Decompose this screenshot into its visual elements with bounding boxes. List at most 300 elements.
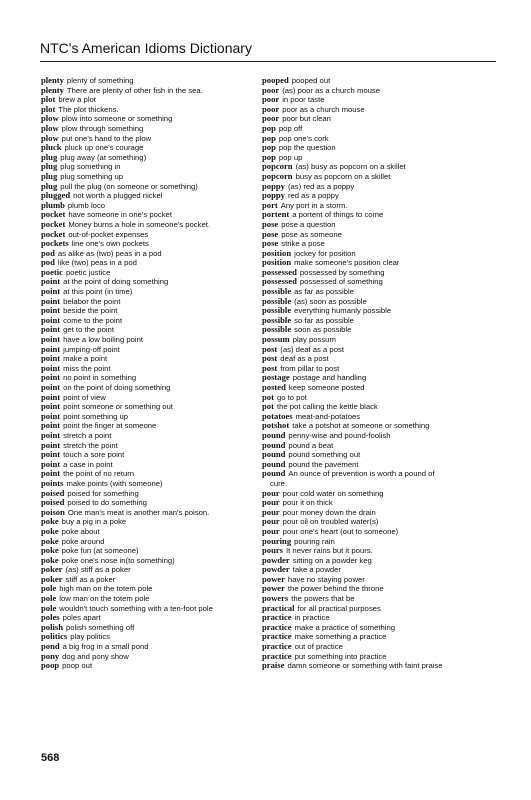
dictionary-entry: [41, 95, 269, 105]
dictionary-entry: [41, 287, 269, 297]
entry-phrase: the power behind the throne: [287, 584, 384, 594]
dictionary-entry: [41, 373, 269, 383]
entry-phrase: An ounce of prevention is worth a pound of: [288, 469, 435, 479]
dictionary-entry: [262, 498, 498, 508]
entry-phrase: (as) red as a poppy: [287, 181, 355, 191]
dictionary-entry: [262, 345, 498, 355]
entry-headword: point: [41, 353, 61, 364]
entry-phrase: in poor taste: [282, 95, 325, 105]
entry-phrase: stretch a point: [63, 430, 112, 440]
entry-phrase: point of view: [63, 392, 106, 402]
dictionary-entry: [41, 508, 269, 518]
entry-headword: pour: [262, 525, 280, 536]
entry-phrase: Any port in a storm.: [280, 200, 348, 210]
entry-headword: poor: [262, 84, 280, 95]
entry-headword: poetic: [41, 266, 63, 277]
entry-phrase: pooped out: [291, 76, 331, 85]
entry-headword: practice: [262, 641, 292, 652]
entry-phrase: a big frog in a small pond: [62, 642, 149, 652]
dictionary-entry: [262, 153, 498, 163]
entry-phrase: pose as someone: [281, 229, 342, 239]
entry-headword: point: [41, 449, 61, 460]
dictionary-entry: [41, 325, 269, 335]
dictionary-entry: [41, 201, 269, 211]
dictionary-entry: [262, 546, 498, 556]
entry-phrase: red as a poppy: [287, 191, 339, 201]
entry-headword: pose: [262, 238, 279, 249]
entry-phrase: dog and pony show: [62, 651, 129, 661]
dictionary-entry: [41, 584, 269, 594]
entry-headword: practice: [262, 621, 292, 632]
entry-headword: powder: [262, 564, 290, 575]
entry-headword: pound: [262, 449, 286, 460]
entry-headword: potshot: [262, 420, 290, 431]
entry-phrase: poke around: [61, 536, 105, 546]
entry-phrase: busy as popcorn on a skillet: [295, 171, 391, 181]
entry-phrase: have no staying power: [287, 574, 365, 584]
entry-headword: pooped: [262, 75, 289, 85]
dictionary-entry: [41, 239, 269, 249]
dictionary-entry: [262, 354, 498, 364]
dictionary-entry: [41, 86, 269, 96]
dictionary-entry: [41, 565, 269, 575]
dictionary-entry: [41, 182, 269, 192]
entry-headword: poke: [41, 535, 59, 546]
entry-headword: pour: [262, 487, 280, 498]
dictionary-entry: [262, 105, 498, 115]
entry-phrase: poetic justice: [65, 267, 111, 277]
entry-phrase: have a low boiling point: [63, 335, 144, 345]
entry-headword: pole: [41, 602, 57, 613]
entry-headword: poor: [262, 103, 280, 114]
entry-phrase: poor but clean: [282, 114, 331, 124]
entry-phrase: One man's meat is another man's poison.: [67, 507, 210, 517]
entry-headword: portent: [262, 209, 290, 220]
dictionary-entry: [262, 249, 498, 259]
dictionary-entry: [262, 604, 498, 614]
entry-headword: point: [41, 458, 61, 469]
entry-headword: polish: [41, 621, 63, 632]
entry-headword: position: [262, 257, 292, 268]
entry-phrase: the powers that be: [291, 594, 355, 604]
entry-phrase: stretch the point: [63, 440, 118, 450]
entry-phrase: soon as possible: [294, 325, 352, 335]
entry-phrase: high man on the totem pole: [59, 584, 153, 594]
entry-phrase: brew a plot: [58, 95, 96, 105]
dictionary-entry: [41, 479, 269, 489]
dictionary-entry: [41, 441, 269, 451]
entry-headword: practical: [262, 602, 295, 613]
dictionary-entry: [262, 613, 498, 623]
entry-phrase: damn someone or something with faint praise: [287, 661, 443, 671]
entry-phrase: possessed by something: [299, 267, 385, 277]
entry-headword: poke: [41, 545, 59, 556]
dictionary-entry: [41, 393, 269, 403]
entry-phrase: point something up: [63, 411, 129, 421]
entry-headword: point: [41, 372, 61, 383]
entry-phrase: plenty of something: [66, 76, 134, 85]
entry-phrase: a portent of things to come: [292, 210, 384, 220]
entry-headword: pour: [262, 506, 280, 517]
entry-headword: possible: [262, 295, 292, 306]
entry-phrase: (as) deaf as a post: [280, 344, 344, 354]
entry-phrase: postage and handling: [292, 373, 367, 383]
entry-headword: plug: [41, 161, 58, 172]
entry-headword: pop: [262, 142, 276, 153]
entry-phrase: (as) stiff as a poker: [65, 565, 131, 575]
entry-phrase: have someone in one's pocket: [68, 210, 172, 220]
entry-phrase: pop off: [278, 123, 303, 133]
dictionary-entry: [262, 450, 498, 460]
entry-phrase: line one's own pockets: [71, 239, 149, 249]
entry-phrase: jumping-off point: [63, 344, 120, 354]
entry-headword: possessed: [262, 266, 297, 277]
dictionary-entry: [262, 287, 498, 297]
dictionary-entry: [41, 249, 269, 259]
entry-phrase: plumb loco: [67, 200, 106, 210]
entry-phrase: at the point of doing something: [63, 277, 169, 287]
entry-phrase: sitting on a powder keg: [292, 555, 372, 565]
entry-phrase: pop one's cork: [278, 133, 329, 143]
entry-phrase: deaf as a post: [280, 354, 329, 364]
dictionary-entry: [262, 373, 498, 383]
entry-headword: plow: [41, 122, 59, 133]
entry-phrase: poke about: [61, 526, 100, 536]
entry-headword: point: [41, 382, 61, 392]
entry-phrase: pop up: [278, 152, 303, 162]
dictionary-entry: [262, 623, 498, 633]
entry-headword: pond: [41, 641, 60, 652]
dictionary-entry: [262, 508, 498, 518]
dictionary-entry: [41, 642, 269, 652]
entry-phrase: (as) poor as a church mouse: [282, 85, 381, 95]
entry-phrase: not worth a plugged nickel: [73, 191, 163, 201]
page-header-title: NTC's American Idioms Dictionary: [40, 40, 252, 56]
dictionary-entry: [262, 230, 498, 240]
entry-headword: practice: [262, 650, 292, 661]
dictionary-entry: [41, 306, 269, 316]
dictionary-entry: [262, 239, 498, 249]
dictionary-entry: [262, 383, 498, 393]
entry-phrase: a case in point: [63, 459, 113, 469]
entry-headword: power: [262, 573, 285, 584]
dictionary-entry: [41, 297, 269, 307]
entry-headword: point: [41, 401, 61, 412]
entry-phrase: belabor the point: [63, 296, 121, 306]
entry-headword: pose: [262, 218, 279, 229]
entry-headword: point: [41, 439, 61, 450]
entry-phrase: buy a pig in a poke: [61, 517, 127, 527]
dictionary-entry: [262, 489, 498, 499]
entry-headword: post: [262, 362, 278, 373]
entry-headword: poppy: [262, 180, 285, 191]
entry-phrase: Money burns a hole in someone's pocket.: [68, 219, 210, 229]
dictionary-entry: [41, 489, 269, 499]
entry-phrase-continuation: cure.: [270, 478, 288, 488]
entry-phrase: pouring rain: [294, 536, 335, 546]
dictionary-entry: [41, 613, 269, 623]
entry-phrase: poles apart: [62, 613, 101, 623]
entry-phrase: so far as possible: [294, 315, 354, 325]
dictionary-entry: [41, 114, 269, 124]
entry-headword: poised: [41, 487, 65, 498]
dictionary-entry: [41, 354, 269, 364]
entry-headword: possible: [262, 305, 292, 316]
dictionary-entry: [262, 402, 498, 412]
entry-phrase: as alike as (two) peas in a pod: [57, 248, 162, 258]
entry-headword: position: [262, 247, 292, 258]
entry-headword: plug: [41, 170, 58, 181]
entry-headword: pop: [262, 132, 276, 143]
dictionary-entry: [41, 421, 269, 431]
dictionary-entry: [262, 632, 498, 642]
dictionary-entry: [262, 517, 498, 527]
entry-headword: poke: [41, 525, 59, 536]
entry-phrase: pound the pavement: [288, 459, 359, 469]
dictionary-entry: [262, 565, 498, 575]
entry-headword: point: [41, 468, 61, 479]
dictionary-entry: [262, 335, 498, 345]
entry-phrase: point the finger at someone: [63, 421, 157, 431]
entry-phrase: everything humanly possible: [294, 306, 392, 316]
dictionary-entry: [41, 537, 269, 547]
dictionary-entry: [41, 335, 269, 345]
entry-headword: pour: [262, 516, 280, 527]
entry-headword: plenty: [41, 84, 64, 95]
entry-headword: popcorn: [262, 170, 293, 181]
dictionary-entry: [41, 517, 269, 527]
dictionary-entry: [41, 450, 269, 460]
entry-headword: practice: [262, 612, 292, 623]
dictionary-entry: [41, 632, 269, 642]
entry-phrase: play possum: [292, 335, 336, 345]
entry-phrase: keep someone posted: [288, 383, 365, 392]
dictionary-entry: [41, 76, 269, 86]
dictionary-entry: [262, 393, 498, 403]
entry-phrase: take a powder: [292, 565, 341, 575]
entry-phrase: point someone or something out: [63, 402, 173, 412]
dictionary-entry: [262, 584, 498, 594]
entry-phrase: poor as a church mouse: [282, 104, 365, 114]
entry-phrase: put something into practice: [294, 651, 387, 661]
entry-phrase: play politics: [70, 632, 111, 642]
entry-headword: plot: [41, 94, 56, 105]
entry-phrase: stiff as a poker: [65, 574, 116, 584]
dictionary-entry: [41, 191, 269, 201]
entry-phrase: poke one's nose in(to something): [61, 555, 175, 565]
dictionary-entry: [41, 652, 269, 662]
dictionary-entry: [262, 594, 498, 604]
entry-phrase: pluck up one's courage: [64, 143, 144, 153]
dictionary-entry: [41, 383, 269, 393]
entry-headword: plug: [41, 180, 58, 191]
dictionary-entry: [41, 460, 269, 470]
dictionary-entry: [262, 95, 498, 105]
entry-headword: pony: [41, 650, 60, 661]
entry-phrase: take a potshot at someone or something: [292, 421, 430, 431]
dictionary-entry: [262, 143, 498, 153]
entry-headword: powder: [262, 554, 290, 565]
entry-headword: pockets: [41, 238, 69, 249]
entry-headword: praise: [262, 660, 285, 671]
dictionary-entry: [262, 527, 498, 537]
dictionary-entry: [262, 642, 498, 652]
dictionary-entry: [41, 134, 269, 144]
dictionary-entry: [41, 230, 269, 240]
dictionary-entry: [262, 258, 498, 268]
dictionary-entry: [262, 172, 498, 182]
dictionary-entry: [262, 220, 498, 230]
dictionary-entry: [262, 441, 498, 451]
entry-headword: pound: [262, 439, 286, 450]
dictionary-entry: [41, 546, 269, 556]
dictionary-entry: [262, 86, 498, 96]
dictionary-entry: [41, 556, 269, 566]
entry-headword: pose: [262, 228, 279, 239]
dictionary-entry: [41, 143, 269, 153]
entry-phrase: out-of-pocket expenses: [68, 229, 149, 239]
entry-headword: pocket: [41, 209, 66, 220]
entry-headword: pod: [41, 247, 55, 258]
dictionary-entry: [262, 431, 498, 441]
entry-headword: poke: [41, 516, 59, 527]
entry-phrase: There are plenty of other fish in the sea.: [66, 85, 203, 95]
entry-headword: pound: [262, 468, 286, 479]
dictionary-entry: [41, 316, 269, 326]
entry-headword: point: [41, 410, 61, 421]
dictionary-entry: [262, 277, 498, 287]
entry-phrase: make a point: [63, 354, 108, 364]
dictionary-entry: [41, 527, 269, 537]
entry-headword: poles: [41, 612, 60, 623]
entry-phrase: out of practice: [294, 642, 343, 652]
entry-headword: popcorn: [262, 161, 293, 172]
entry-headword: poppy: [262, 190, 285, 201]
header-rule: [40, 61, 496, 62]
entry-headword: pop: [262, 151, 276, 162]
dictionary-entry: [262, 201, 498, 211]
entry-phrase: put one's hand to the plow: [61, 133, 152, 143]
entry-phrase: pour it on thick: [282, 498, 333, 508]
entry-phrase: in practice: [294, 613, 330, 623]
dictionary-entry: [41, 172, 269, 182]
page-number: 568: [41, 752, 60, 764]
entry-phrase: at this point (in time): [63, 287, 133, 297]
entry-phrase: pound something out: [288, 450, 361, 460]
entry-headword: point: [41, 295, 61, 306]
entry-headword: pound: [262, 458, 286, 469]
entry-phrase: wouldn't touch something with a ten-foot pole: [59, 603, 213, 613]
dictionary-entry: [262, 124, 498, 134]
entry-headword: plumb: [41, 199, 65, 210]
entry-headword: poke: [41, 554, 59, 565]
entry-headword: pod: [41, 257, 55, 268]
entry-headword: points: [41, 477, 64, 488]
entry-phrase: pose a question: [281, 219, 336, 229]
entry-phrase: make something a practice: [294, 632, 387, 642]
entry-phrase: pour cold water on something: [282, 488, 384, 498]
dictionary-entry: [262, 556, 498, 566]
entry-headword: point: [41, 362, 61, 373]
dictionary-entry: [41, 258, 269, 268]
entry-phrase: make someone's position clear: [294, 258, 400, 268]
entry-headword: plot: [41, 103, 56, 114]
entry-headword: pot: [262, 391, 274, 402]
entry-phrase: as far as possible: [294, 287, 354, 297]
entry-phrase: come to the point: [63, 315, 123, 325]
dictionary-entry: [262, 661, 498, 671]
entry-headword: powers: [262, 593, 289, 604]
entry-phrase: the pot calling the kettle black: [276, 402, 378, 412]
entry-phrase: plow through something: [61, 123, 144, 133]
entry-headword: practice: [262, 631, 292, 642]
entry-headword: pocket: [41, 228, 66, 239]
entry-headword: possible: [262, 324, 292, 335]
entry-headword: plug: [41, 151, 58, 162]
entry-phrase: plug away (at something): [60, 152, 147, 162]
entry-phrase: touch a sore point: [63, 450, 125, 460]
dictionary-entry: [41, 594, 269, 604]
entry-headword: point: [41, 343, 61, 354]
entry-phrase: make a practice of something: [294, 622, 396, 632]
entry-phrase: The plot thickens.: [58, 104, 119, 114]
dictionary-entry: [41, 277, 269, 287]
dictionary-entry: [41, 345, 269, 355]
dictionary-entry: [262, 114, 498, 124]
entry-phrase: from pillar to post: [280, 363, 340, 373]
entry-phrase: plow into someone or something: [61, 114, 173, 124]
dictionary-entry: [262, 469, 498, 479]
dictionary-entry: [262, 421, 498, 431]
entry-headword: possum: [262, 334, 290, 345]
entry-headword: plow: [41, 132, 59, 143]
entry-phrase: pop the question: [278, 143, 336, 153]
entry-headword: possible: [262, 286, 292, 297]
dictionary-entry: [262, 162, 498, 172]
entry-headword: point: [41, 391, 61, 402]
entry-headword: pot: [262, 401, 274, 412]
entry-headword: plow: [41, 113, 59, 124]
dictionary-entry: [41, 220, 269, 230]
dictionary-entry: [262, 191, 498, 201]
entry-phrase: It never rains but it pours.: [286, 546, 373, 556]
entry-phrase: poke fun (at someone): [61, 546, 139, 556]
entry-phrase: make points (with someone): [66, 478, 163, 488]
dictionary-entry: [262, 325, 498, 335]
entry-headword: pole: [41, 583, 57, 594]
entry-headword: post: [262, 353, 278, 364]
entry-headword: pluck: [41, 142, 62, 153]
entry-phrase: penny-wise and pound-foolish: [288, 430, 391, 440]
dictionary-entry: [41, 469, 269, 479]
dictionary-entry: [41, 153, 269, 163]
entry-phrase: possessed of something: [299, 277, 383, 287]
dictionary-entry: [41, 364, 269, 374]
dictionary-entry: [262, 316, 498, 326]
entry-headword: poised: [41, 497, 65, 508]
dictionary-entry: [41, 210, 269, 220]
entry-phrase: the point of no return: [63, 469, 135, 479]
entry-phrase: no point in something: [63, 373, 137, 383]
entry-headword: possible: [262, 314, 292, 325]
entry-headword: plenty: [41, 75, 64, 85]
dictionary-entry: [262, 537, 498, 547]
entry-phrase: meat-and-potatoes: [295, 411, 361, 421]
dictionary-entry: [41, 124, 269, 134]
dictionary-entry: [41, 412, 269, 422]
entry-headword: point: [41, 420, 61, 431]
entry-headword: point: [41, 429, 61, 440]
